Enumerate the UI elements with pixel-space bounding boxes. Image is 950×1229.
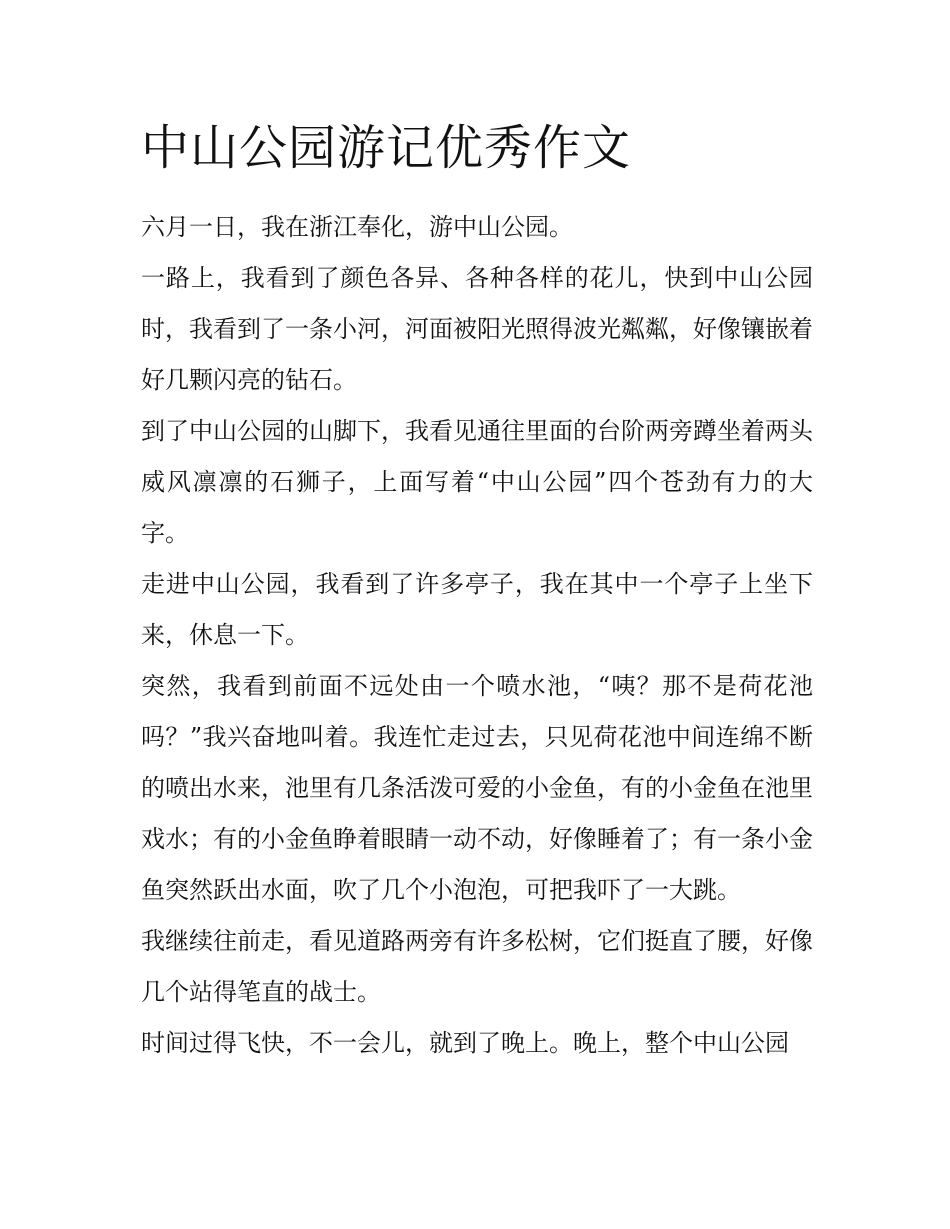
paragraph-7: 时间过得飞快，不一会儿，就到了晚上。晚上，整个中山公园	[141, 1029, 789, 1057]
document-title: 中山公园游记优秀作文	[141, 120, 632, 176]
paragraph-2: 一路上，我看到了颜色各异、各种各样的花儿，快到中山公园时，我看到了一条小河，河面被阳光照得波光粼粼，好像镶嵌着好几颗闪亮的钻石。	[141, 264, 813, 394]
paragraph-3: 到了中山公园的山脚下，我看见通往里面的台阶两旁蹲坐着两头威风凛凛的石狮子，上面写着“中山公园”四个苍劲有力的大字。	[141, 417, 813, 547]
paragraph-4: 走进中山公园，我看到了许多亭子，我在其中一个亭子上坐下来，休息一下。	[141, 570, 813, 649]
paragraph-1: 六月一日，我在浙江奉化，游中山公园。	[141, 213, 573, 241]
document-page	[141, 112, 813, 1069]
paragraph-6: 我继续往前走，看见道路两旁有许多松树，它们挺直了腰，好像几个站得笔直的战士。	[141, 927, 813, 1006]
paragraph-5: 突然，我看到前面不远处由一个喷水池，“咦？那不是荷花池吗？”我兴奋地叫着。我连忙走过去，只见荷花池中间连绵不断的喷出水来，池里有几条活泼可爱的小金鱼，有的小金鱼在池里戏水；有的小金鱼睁着眼睛一动不动，好像睡着了；有一条小金鱼突然跃出水面，吹了几个小泡泡，可把我吓了一大跳。	[141, 672, 813, 904]
